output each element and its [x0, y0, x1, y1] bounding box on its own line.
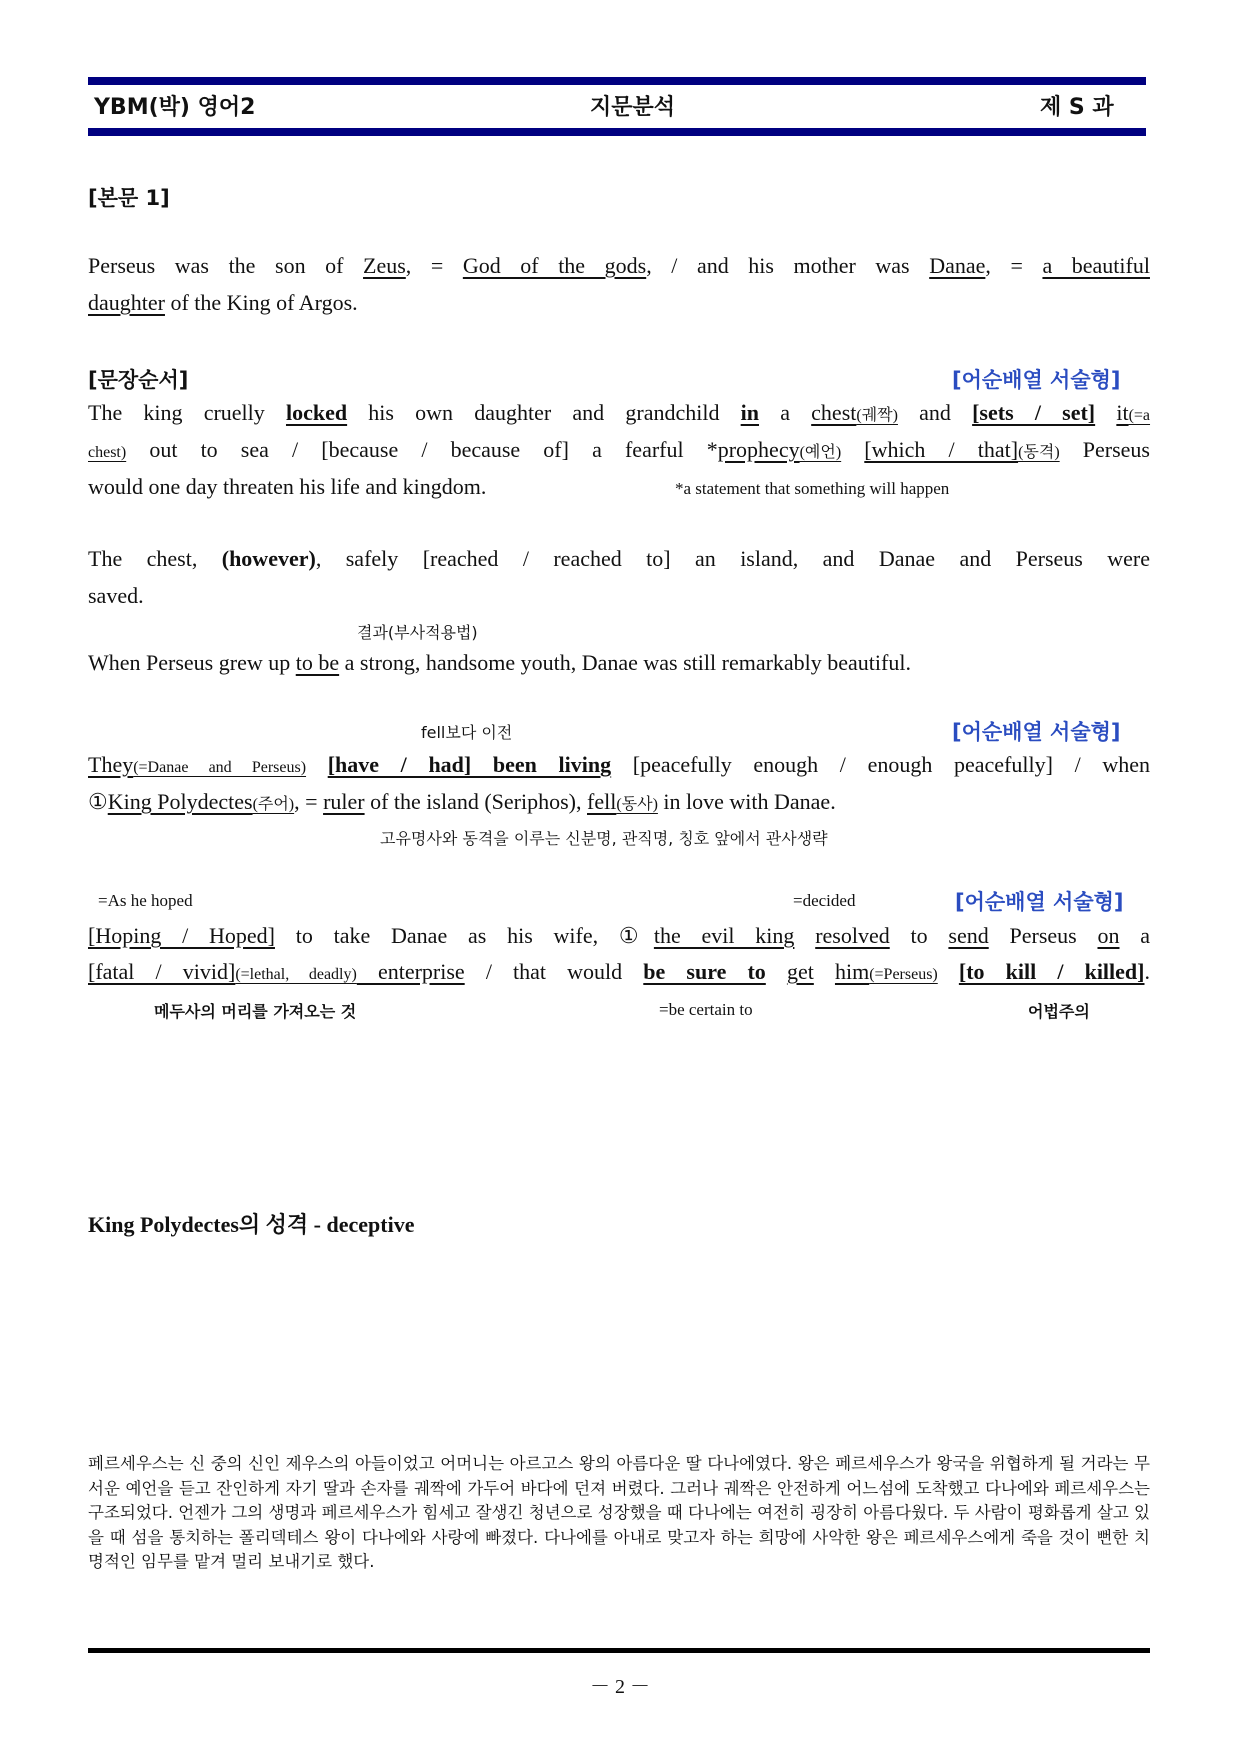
passage-line: [88, 789, 1150, 815]
text-segment: Perseus: [1059, 437, 1150, 462]
underlined-phrase: get: [786, 959, 814, 984]
text-segment: , =: [294, 789, 324, 814]
text-segment: to take Danae as his wife, ①: [274, 923, 654, 948]
passage-line: [88, 923, 1150, 949]
text-segment: The king cruelly: [88, 400, 286, 425]
underlined-phrase: (=lethal, deadly): [235, 966, 357, 983]
underlined-phrase: fell: [587, 789, 617, 814]
text-segment: [794, 923, 815, 948]
underlined-phrase: in: [740, 400, 760, 425]
underlined-phrase: him: [834, 959, 870, 984]
underlined-phrase: chest): [88, 444, 127, 461]
annotation: 메두사의 머리를 가져오는 것: [154, 1002, 357, 1021]
annotation: 고유명사와 동격을 이루는 신분명, 관직명, 칭호 앞에서 관사생략: [380, 829, 828, 848]
underlined-phrase: King Polydectes: [107, 789, 253, 814]
underlined-phrase: Danae: [929, 253, 986, 278]
text-segment: saved.: [88, 583, 144, 608]
underlined-phrase: prophecy: [717, 437, 800, 462]
annotation: fell보다 이전: [421, 723, 513, 742]
footnote: *a statement that something will happen: [675, 479, 950, 498]
underlined-phrase: to be: [295, 650, 340, 675]
underlined-phrase: [have / had] been living: [327, 752, 612, 777]
underlined-phrase: [which / that]: [864, 437, 1019, 462]
underlined-phrase: locked: [285, 400, 348, 425]
underlined-phrase: on: [1097, 923, 1120, 948]
text-segment: , =: [985, 253, 1043, 278]
text-segment: (however): [221, 546, 316, 571]
text-segment: [1095, 400, 1116, 425]
underlined-phrase: They: [88, 752, 134, 777]
underlined-phrase: (주어): [252, 796, 295, 813]
question-type-tag: [어순배열 서술형]: [955, 890, 1124, 914]
section-title-order: [문장순서]: [88, 368, 189, 392]
underlined-phrase: (동격): [1018, 444, 1060, 461]
text-segment: a: [1119, 923, 1151, 948]
passage-line: [88, 546, 1150, 572]
character-summary: King Polydectes의 성격 - deceptive: [88, 1212, 415, 1237]
text-segment: When Perseus grew up: [88, 650, 296, 675]
underlined-phrase: resolved: [815, 923, 890, 948]
text-segment: out to sea / [because / because of] a fearful *: [126, 437, 718, 462]
annotation: =be certain to: [659, 1000, 753, 1019]
korean-translation: 페르세우스는 신 중의 신인 제우스의 아들이었고 어머니는 아르고스 왕의 아름다운 딸 다나에였다. 왕은 페르세우스가 왕국을 위협하게 될 거라는 무서운 예언을 듣고 잔인하게 자기 딸과 손자를 궤짝에 가두어 바다에 던져 버렸다. 그러나 궤짝은 안전하게 어느섬에 도착했고 다나에와 페르세우스는 구조되었다. 언젠가 그의 생명과 페르세우스가 힘세고 잘생긴 청년으로 성장했을 때 다나에는 여전히 굉장히 아름다웠다. 두 사람이 평화롭게 살고 있을 때 섬을 통치하는 폴리덱테스 왕이 다나에와 사랑에 빠졌다. 다나에를 아내로 맞고자 하는 희망에 사악한 왕은 페르세우스에게 죽을 것이 뻔한 치명적인 임무를 맡겨 멀리 보내기로 했다.: [88, 1454, 1150, 1571]
underlined-phrase: a beautiful: [1042, 253, 1150, 278]
text-segment: , / and his mother was: [646, 253, 930, 278]
text-segment: [306, 752, 328, 777]
text-segment: [938, 959, 959, 984]
underlined-phrase: [sets / set]: [972, 400, 1096, 425]
underlined-phrase: (=Danae and Perseus): [133, 759, 307, 776]
text-segment: of the King of Argos.: [164, 290, 358, 315]
page-number: － 2 －: [590, 1676, 650, 1698]
underlined-phrase: Zeus: [363, 253, 406, 278]
passage-line: [88, 959, 1150, 985]
header-top-bar: [88, 77, 1146, 85]
annotation: =As he hoped: [98, 891, 193, 910]
underlined-phrase: send: [948, 923, 989, 948]
underlined-phrase: the evil king: [653, 923, 795, 948]
passage-line: [88, 400, 1150, 426]
passage-line: [88, 437, 1150, 463]
underlined-phrase: it: [1116, 400, 1129, 425]
passage-line: [88, 474, 1150, 500]
underlined-phrase: [to kill / killed]: [958, 959, 1145, 984]
passage-line: [88, 650, 1150, 676]
passage-line: [88, 253, 1150, 279]
underlined-phrase: be sure to: [643, 959, 766, 984]
annotation: 결과(부사적용법): [357, 623, 478, 642]
text-segment: , safely [reached / reached to] an island, and Danae and Perseus were: [315, 546, 1150, 571]
text-segment: , =: [405, 253, 463, 278]
header-bottom-bar: [88, 128, 1146, 136]
text-segment: his own daughter and grandchild: [347, 400, 741, 425]
underlined-phrase: enterprise: [356, 959, 465, 984]
text-segment: to: [889, 923, 949, 948]
footer-rule: [88, 1648, 1150, 1653]
underlined-phrase: chest: [811, 400, 857, 425]
underlined-phrase: (동사): [616, 796, 658, 813]
underlined-phrase: daughter: [88, 290, 165, 315]
underlined-phrase: God of the gods: [462, 253, 647, 278]
text-segment: of the island (Seriphos),: [364, 789, 587, 814]
text-segment: / that would: [464, 959, 644, 984]
text-segment: and: [897, 400, 973, 425]
text-segment: would one day threaten his life and kingdom.: [88, 474, 487, 499]
text-segment: a strong, handsome youth, Danae was still remarkably beautiful.: [339, 650, 911, 675]
text-segment: [841, 437, 864, 462]
underlined-phrase: (궤짝): [856, 407, 898, 424]
text-segment: [peacefully enough / enough peacefully] / when: [611, 752, 1151, 777]
annotation: =decided: [793, 891, 856, 910]
text-segment: [766, 959, 787, 984]
passage-line: [88, 290, 1150, 316]
underlined-phrase: [fatal / vivid]: [88, 959, 236, 984]
underlined-phrase: ruler: [323, 789, 365, 814]
text-segment: in love with Danae.: [657, 789, 836, 814]
text-segment: Perseus: [988, 923, 1098, 948]
header-lesson: 제 S 과: [1040, 95, 1114, 120]
text-segment: [814, 959, 835, 984]
header-course: YBM(박) 영어2: [94, 95, 256, 120]
underlined-phrase: (예언): [799, 444, 842, 461]
annotation: 어법주의: [1028, 1002, 1090, 1021]
passage-line: [88, 752, 1150, 778]
underlined-phrase: (=a: [1128, 407, 1151, 424]
underlined-phrase: (=Perseus): [869, 966, 938, 983]
text-segment: The chest,: [88, 546, 222, 571]
text-segment: ①: [88, 789, 108, 814]
question-type-tag: [어순배열 서술형]: [952, 368, 1121, 392]
text-segment: .: [1144, 959, 1150, 984]
header-title: 지문분석: [590, 95, 676, 120]
text-segment: a: [759, 400, 812, 425]
question-type-tag: [어순배열 서술형]: [952, 720, 1121, 744]
passage-line: [88, 583, 1150, 609]
text-segment: Perseus was the son of: [88, 253, 364, 278]
section-title-passage: [본문 1]: [88, 186, 170, 210]
underlined-phrase: [Hoping / Hoped]: [88, 923, 275, 948]
